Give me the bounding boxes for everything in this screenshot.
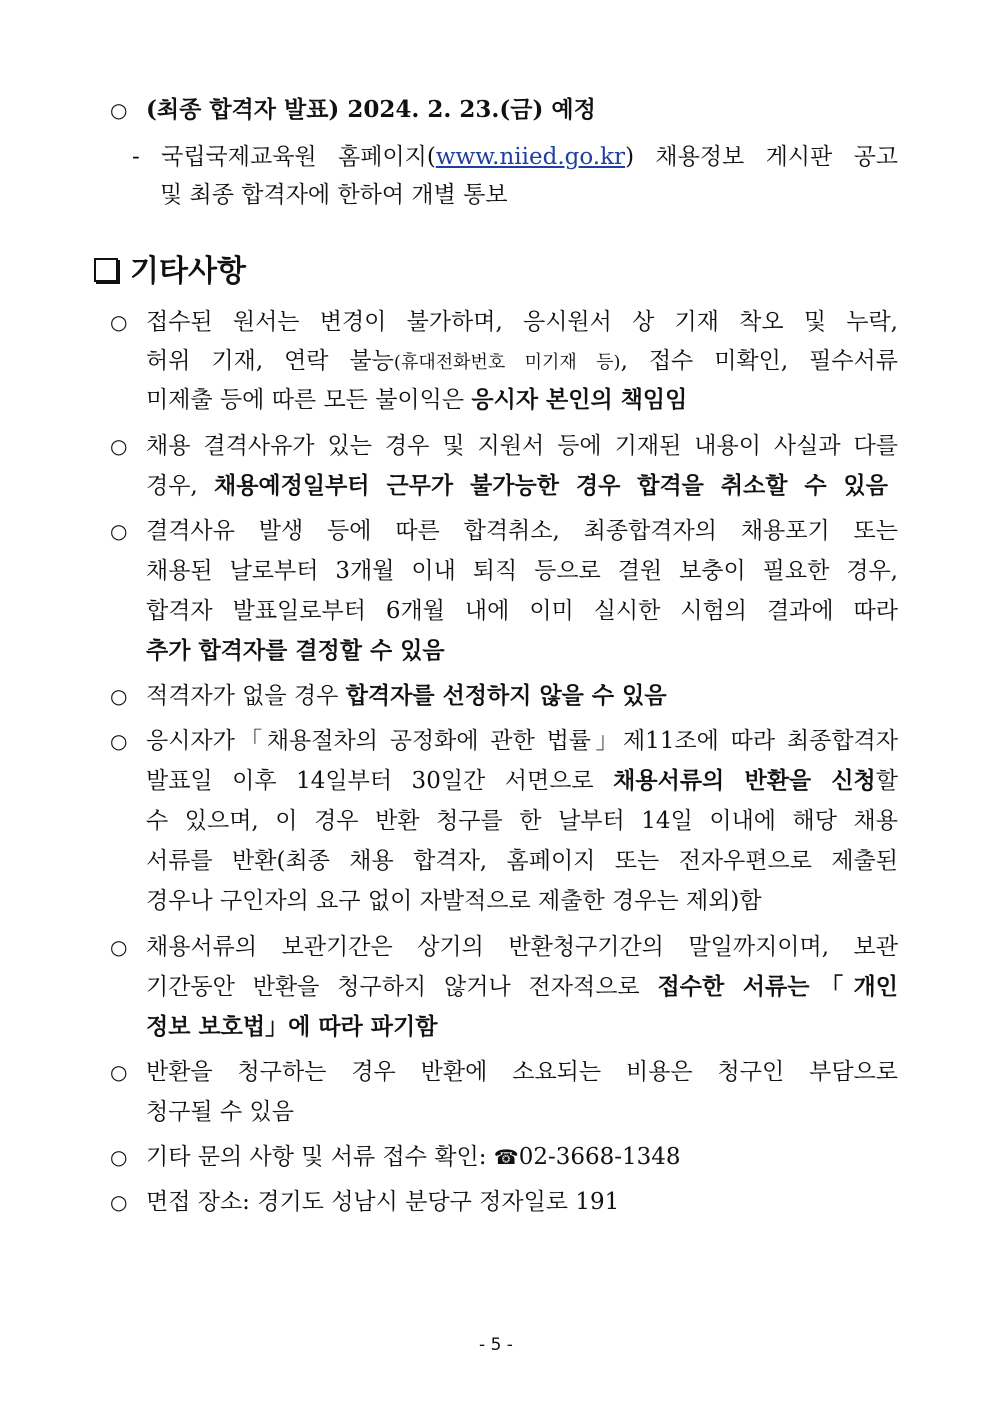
bullet-icon: ○ — [110, 310, 128, 334]
item1-line3: 미제출 등에 따른 모든 불이익은 응시자 본인의 책임임 — [146, 386, 688, 413]
item2-line1: 채용 결격사유가 있는 경우 및 지원서 등에 기재된 내용이 사실과 다를 — [146, 433, 898, 459]
announcement-detail-line2: 및 최종 합격자에 한하여 개별 통보 — [160, 182, 508, 208]
item5-line4: 서류를 반환(최종 채용 합격자, 홈페이지 또는 전자우편으로 제출된 — [146, 848, 898, 874]
item6-line1: 채용서류의 보관기간은 상기의 반환청구기간의 말일까지이며, 보관 — [146, 934, 898, 960]
item5-line3: 수 있으며, 이 경우 반환 청구를 한 날부터 14일 이내에 해당 채용 — [146, 808, 898, 834]
bullet-icon: ○ — [110, 729, 128, 753]
bullet-icon: ○ — [110, 98, 128, 122]
phone-number: 02-3668-1348 — [518, 1144, 681, 1170]
item1-line1: 접수된 원서는 변경이 불가하며, 응시원서 상 기재 착오 및 누락, — [146, 309, 898, 335]
bullet-icon: ○ — [110, 935, 128, 959]
section-title: 기타사항 — [130, 254, 246, 289]
checkbox-square-icon — [94, 258, 118, 282]
item7-line2: 청구될 수 있음 — [146, 1099, 294, 1125]
item5-line1: 응시자가「채용절차의 공정화에 관한 법률」제11조에 따라 최종합격자 — [146, 728, 898, 754]
announcement-detail-line1: - 국립국제교육원 홈페이지(www.niied.go.kr) 채용정보 게시판 공고 — [132, 144, 899, 170]
bullet-icon: ○ — [110, 1190, 128, 1214]
bullet-icon: ○ — [110, 519, 128, 543]
item5-line5: 경우나 구인자의 요구 없이 자발적으로 제출한 경우는 제외)함 — [146, 888, 762, 914]
item3-line2: 채용된 날로부터 3개월 이내 퇴직 등으로 결원 보충이 필요한 경우, — [146, 558, 898, 584]
homepage-link[interactable]: www.niied.go.kr — [435, 144, 626, 170]
item7-line1: 반환을 청구하는 경우 반환에 소요되는 비용은 청구인 부담으로 — [146, 1059, 898, 1085]
item3-line4: 추가 합격자를 결정할 수 있음 — [146, 637, 445, 664]
item2-line2: 경우, 채용예정일부터 근무가 불가능한 경우 합격을 취소할 수 있음 — [146, 472, 888, 499]
final-announcement-title: (최종 합격자 발표) 2024. 2. 23.(금) 예정 — [146, 96, 596, 123]
page-number: - 5 - — [479, 1335, 513, 1355]
bullet-icon: ○ — [110, 684, 128, 708]
item5-line2: 발표일 이후 14일부터 30일간 서면으로 채용서류의 반환을 신청할 — [146, 767, 898, 794]
bullet-icon: ○ — [110, 1060, 128, 1084]
item9-interview-location: 면접 장소: 경기도 성남시 분당구 정자일로 191 — [146, 1189, 620, 1215]
bullet-icon: ○ — [110, 434, 128, 458]
item3-line1: 결격사유 발생 등에 따른 합격취소, 최종합격자의 채용포기 또는 — [146, 518, 898, 544]
item1-line2: 허위 기재, 연락 불능(휴대전화번호 미기재 등), 접수 미확인, 필수서류 — [146, 348, 898, 374]
section-heading — [94, 252, 246, 292]
item6-line2: 기간동안 반환을 청구하지 않거나 전자적으로 접수한 서류는「개인 — [146, 973, 898, 1000]
bullet-icon: ○ — [110, 1145, 128, 1169]
item6-line3: 정보 보호법」에 따라 파기함 — [146, 1013, 438, 1040]
item8-contact: 기타 문의 사항 및 서류 접수 확인: ☎02-3668-1348 — [146, 1144, 681, 1170]
item3-line3: 합격자 발표일로부터 6개월 내에 이미 실시한 시험의 결과에 따라 — [146, 598, 898, 624]
item4-line1: 적격자가 없을 경우 합격자를 선정하지 않을 수 있음 — [146, 682, 667, 709]
phone-icon: ☎ — [493, 1145, 519, 1169]
